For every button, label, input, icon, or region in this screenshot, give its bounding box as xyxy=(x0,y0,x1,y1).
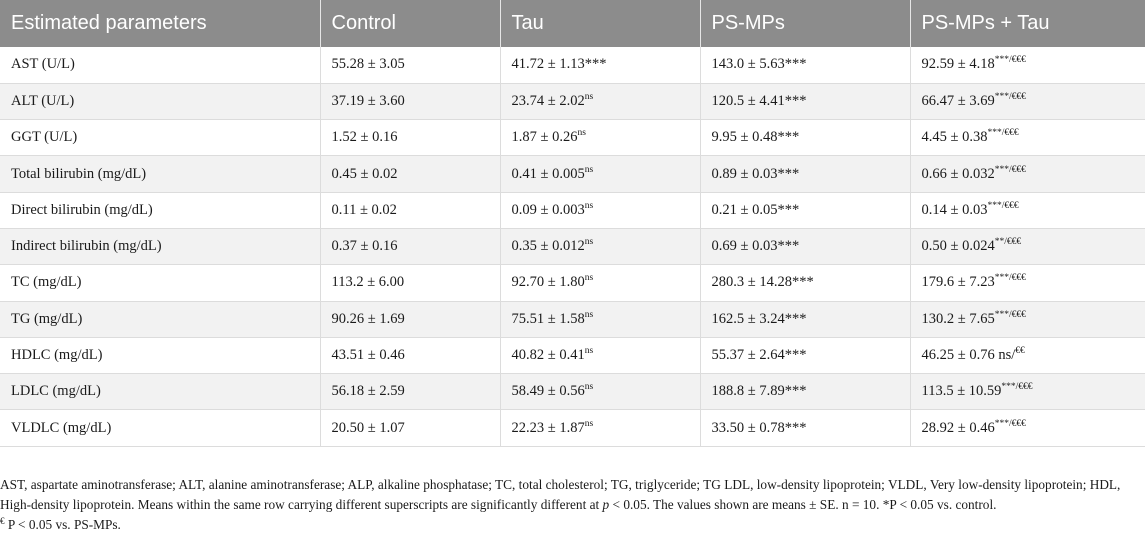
cell-ps-mps xyxy=(700,120,910,156)
cell-ps-mps-value: 143.0 ± 5.63*** xyxy=(711,56,807,73)
cell-ps-mps-tau-value: 46.25 ± 0.76 ns/ xyxy=(921,347,1016,364)
table-row xyxy=(0,410,1145,446)
cell-control-value: 0.11 ± 0.02 xyxy=(331,201,397,218)
cell-ps-mps-tau-value: 28.92 ± 0.46 xyxy=(921,419,995,436)
cell-ps-mps-tau-value: 0.66 ± 0.032 xyxy=(921,165,995,182)
cell-control xyxy=(320,156,500,192)
footnote-abbreviations xyxy=(0,475,1140,515)
cell-ps-mps-value: 0.21 ± 0.05*** xyxy=(711,201,800,218)
cell-ps-mps-tau-superscript: ***/€€€ xyxy=(987,200,1019,211)
cell-parameter xyxy=(0,47,320,83)
table-body xyxy=(0,47,1145,446)
cell-control xyxy=(320,410,500,446)
cell-tau xyxy=(500,156,700,192)
cell-tau xyxy=(500,337,700,373)
cell-parameter-value: GGT (U/L) xyxy=(11,129,78,146)
cell-parameter-value: Total bilirubin (mg/dL) xyxy=(11,165,147,182)
cell-tau-superscript: ns xyxy=(584,382,594,393)
cell-ps-mps-value: 280.3 ± 14.28*** xyxy=(711,274,814,291)
cell-ps-mps-tau xyxy=(910,301,1145,337)
cell-ps-mps-tau-superscript: ***/€€€ xyxy=(994,164,1026,175)
table-row xyxy=(0,301,1145,337)
cell-ps-mps-tau xyxy=(910,374,1145,410)
cell-tau xyxy=(500,120,700,156)
table-row xyxy=(0,228,1145,264)
cell-ps-mps xyxy=(700,337,910,373)
cell-ps-mps-tau xyxy=(910,83,1145,119)
header-control: Control xyxy=(320,0,500,47)
footnote-euro xyxy=(0,515,1140,535)
header-ps-mps: PS-MPs xyxy=(700,0,910,47)
cell-control-value: 43.51 ± 0.46 xyxy=(331,347,405,364)
footnote-text-a: AST, aspartate aminotransferase; ALT, alanine aminotransferase; ALP, alkaline phosphatase; TC, total cholesterol; TG, triglyceride; TG LDL, low-density lipoprotein; VLDL, Very low-density lipoprotein; HDL, High-density lipoprotein. Means within the same row carrying different superscripts are significantly different at xyxy=(0,477,1121,512)
cell-tau-value: 75.51 ± 1.58 xyxy=(511,310,585,327)
cell-ps-mps xyxy=(700,374,910,410)
cell-tau xyxy=(500,192,700,228)
header-row xyxy=(0,0,1145,47)
cell-tau-value: 92.70 ± 1.80 xyxy=(511,274,585,291)
cell-ps-mps xyxy=(700,265,910,301)
footnote-euro-symbol: € xyxy=(0,516,5,526)
cell-control-value: 90.26 ± 1.69 xyxy=(331,310,405,327)
cell-parameter-value: HDLC (mg/dL) xyxy=(11,347,103,364)
cell-ps-mps-tau xyxy=(910,156,1145,192)
cell-ps-mps-value: 0.69 ± 0.03*** xyxy=(711,238,800,255)
cell-control-value: 0.37 ± 0.16 xyxy=(331,238,398,255)
cell-ps-mps-tau-value: 4.45 ± 0.38 xyxy=(921,129,988,146)
cell-ps-mps-tau-superscript: ***/€€€ xyxy=(987,128,1019,139)
cell-tau-value: 1.87 ± 0.26 xyxy=(511,129,578,146)
cell-parameter-value: AST (U/L) xyxy=(11,56,75,73)
cell-tau-superscript: ns xyxy=(584,273,594,284)
cell-ps-mps-tau-superscript: ***/€€€ xyxy=(994,309,1026,320)
cell-ps-mps xyxy=(700,83,910,119)
cell-ps-mps-tau-superscript: ***/€€€ xyxy=(994,273,1026,284)
cell-ps-mps xyxy=(700,301,910,337)
cell-parameter xyxy=(0,410,320,446)
cell-ps-mps-tau xyxy=(910,410,1145,446)
cell-control xyxy=(320,228,500,264)
cell-ps-mps xyxy=(700,228,910,264)
cell-ps-mps-tau xyxy=(910,228,1145,264)
cell-ps-mps-tau xyxy=(910,47,1145,83)
cell-ps-mps-tau-value: 92.59 ± 4.18 xyxy=(921,56,995,73)
table-row xyxy=(0,120,1145,156)
cell-ps-mps-tau-superscript: ***/€€€ xyxy=(994,55,1026,66)
cell-control-value: 55.28 ± 3.05 xyxy=(331,56,405,73)
cell-tau xyxy=(500,374,700,410)
cell-control-value: 1.52 ± 0.16 xyxy=(331,129,398,146)
cell-parameter xyxy=(0,337,320,373)
table-row xyxy=(0,83,1145,119)
cell-ps-mps-value: 120.5 ± 4.41*** xyxy=(711,92,807,109)
header-tau: Tau xyxy=(500,0,700,47)
cell-tau-superscript: ns xyxy=(584,200,594,211)
cell-ps-mps-value: 188.8 ± 7.89*** xyxy=(711,383,807,400)
cell-tau-superscript: ns xyxy=(584,164,594,175)
cell-tau xyxy=(500,265,700,301)
cell-ps-mps-value: 9.95 ± 0.48*** xyxy=(711,129,800,146)
cell-tau-superscript: ns xyxy=(584,346,594,357)
cell-parameter-value: Indirect bilirubin (mg/dL) xyxy=(11,238,162,255)
cell-tau-value: 40.82 ± 0.41 xyxy=(511,347,585,364)
cell-ps-mps-tau xyxy=(910,192,1145,228)
cell-tau-value: 0.41 ± 0.005 xyxy=(511,165,585,182)
cell-tau-value: 22.23 ± 1.87 xyxy=(511,419,585,436)
table-row xyxy=(0,265,1145,301)
cell-ps-mps xyxy=(700,47,910,83)
table-footnote xyxy=(0,475,1140,535)
cell-ps-mps xyxy=(700,410,910,446)
cell-tau-superscript: ns xyxy=(584,237,594,248)
cell-parameter xyxy=(0,301,320,337)
cell-control xyxy=(320,47,500,83)
cell-tau xyxy=(500,83,700,119)
cell-parameter xyxy=(0,83,320,119)
table-row xyxy=(0,156,1145,192)
cell-control xyxy=(320,192,500,228)
cell-ps-mps-tau-superscript: €€ xyxy=(1015,346,1025,357)
table-row xyxy=(0,374,1145,410)
cell-parameter xyxy=(0,156,320,192)
footnote-euro-text: P < 0.05 vs. PS-MPs. xyxy=(4,517,121,532)
cell-control-value: 37.19 ± 3.60 xyxy=(331,92,405,109)
cell-ps-mps-value: 0.89 ± 0.03*** xyxy=(711,165,800,182)
cell-control xyxy=(320,301,500,337)
cell-tau xyxy=(500,410,700,446)
table-row xyxy=(0,337,1145,373)
cell-ps-mps-value: 55.37 ± 2.64*** xyxy=(711,347,807,364)
cell-parameter xyxy=(0,192,320,228)
cell-tau-value: 23.74 ± 2.02 xyxy=(511,92,585,109)
cell-parameter-value: LDLC (mg/dL) xyxy=(11,383,101,400)
cell-control-value: 20.50 ± 1.07 xyxy=(331,419,405,436)
cell-ps-mps-tau-superscript: ***/€€€ xyxy=(994,91,1026,102)
cell-parameter-value: Direct bilirubin (mg/dL) xyxy=(11,201,153,218)
cell-ps-mps-tau-value: 113.5 ± 10.59 xyxy=(921,383,1002,400)
cell-control xyxy=(320,120,500,156)
cell-tau-superscript: ns xyxy=(584,91,594,102)
cell-parameter xyxy=(0,265,320,301)
cell-parameter-value: TC (mg/dL) xyxy=(11,274,82,291)
cell-ps-mps-tau-superscript: ***/€€€ xyxy=(994,418,1026,429)
cell-ps-mps-tau-value: 130.2 ± 7.65 xyxy=(921,310,995,327)
cell-tau xyxy=(500,301,700,337)
cell-ps-mps-value: 162.5 ± 3.24*** xyxy=(711,310,807,327)
cell-tau xyxy=(500,228,700,264)
cell-control xyxy=(320,83,500,119)
table-row xyxy=(0,47,1145,83)
cell-ps-mps-tau xyxy=(910,265,1145,301)
cell-control xyxy=(320,374,500,410)
footnote-p-italic: p xyxy=(602,497,610,512)
cell-ps-mps-tau-value: 0.50 ± 0.024 xyxy=(921,238,995,255)
cell-ps-mps-tau-superscript: ***/€€€ xyxy=(1001,382,1033,393)
cell-ps-mps-tau-value: 0.14 ± 0.03 xyxy=(921,201,988,218)
cell-tau-superscript: ns xyxy=(584,309,594,320)
cell-parameter xyxy=(0,228,320,264)
cell-tau-value: 0.35 ± 0.012 xyxy=(511,238,585,255)
cell-control-value: 0.45 ± 0.02 xyxy=(331,165,398,182)
cell-parameter-value: ALT (U/L) xyxy=(11,92,75,109)
footnote-text-b: < 0.05. The values shown are means ± SE. n = 10. *P < 0.05 vs. control. xyxy=(609,497,997,512)
cell-control-value: 56.18 ± 2.59 xyxy=(331,383,405,400)
table-row xyxy=(0,192,1145,228)
cell-control-value: 113.2 ± 6.00 xyxy=(331,274,405,291)
cell-parameter xyxy=(0,374,320,410)
cell-tau-value: 41.72 ± 1.13*** xyxy=(511,56,607,73)
cell-ps-mps-tau-superscript: **/€€€ xyxy=(994,237,1022,248)
cell-tau-value: 58.49 ± 0.56 xyxy=(511,383,585,400)
header-ps-mps-tau: PS-MPs + Tau xyxy=(921,12,1050,34)
cell-tau-superscript: ns xyxy=(577,128,586,139)
cell-ps-mps-value: 33.50 ± 0.78*** xyxy=(711,419,807,436)
cell-tau-superscript: ns xyxy=(584,418,594,429)
header-estimated-parameters: Estimated parameters xyxy=(0,0,320,47)
cell-ps-mps xyxy=(700,192,910,228)
cell-tau xyxy=(500,47,700,83)
cell-parameter-value: VLDLC (mg/dL) xyxy=(11,419,112,436)
cell-ps-mps-tau-value: 66.47 ± 3.69 xyxy=(921,92,995,109)
cell-ps-mps xyxy=(700,156,910,192)
cell-control xyxy=(320,337,500,373)
cell-tau-value: 0.09 ± 0.003 xyxy=(511,201,585,218)
cell-ps-mps-tau xyxy=(910,120,1145,156)
cell-parameter-value: TG (mg/dL) xyxy=(11,310,83,327)
cell-control xyxy=(320,265,500,301)
cell-ps-mps-tau-value: 179.6 ± 7.23 xyxy=(921,274,995,291)
table-header xyxy=(0,0,1145,47)
cell-ps-mps-tau xyxy=(910,337,1145,373)
cell-parameter xyxy=(0,120,320,156)
